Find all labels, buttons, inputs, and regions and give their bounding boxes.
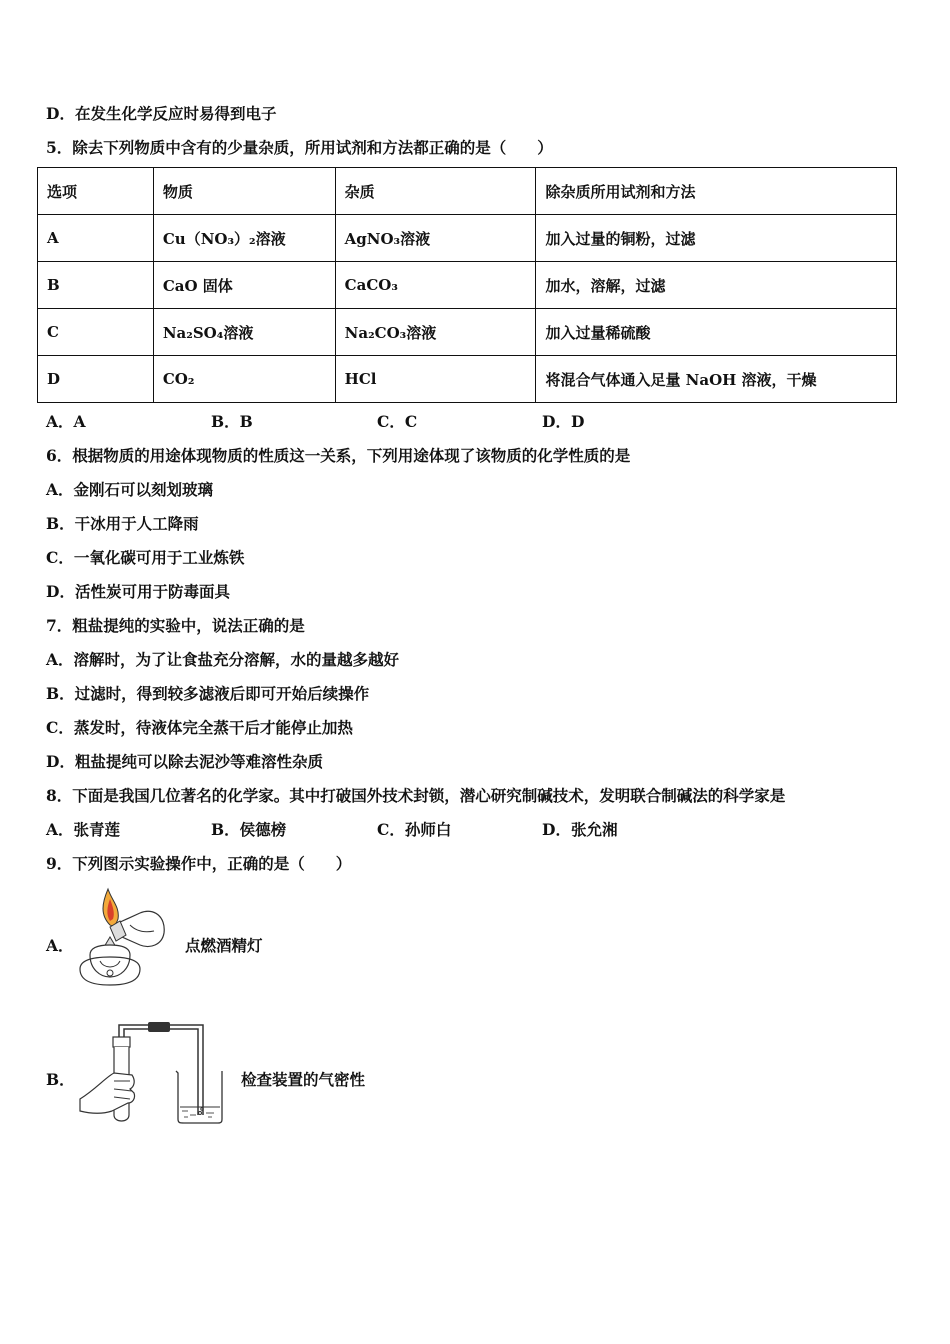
row-impurity: HCl <box>335 356 536 403</box>
row-impurity: CaCO₃ <box>335 262 536 309</box>
row-option: A <box>38 215 154 262</box>
row-option: D <box>38 356 154 403</box>
row-substance: Na₂SO₄溶液 <box>153 309 335 356</box>
q4-option-d: D．在发生化学反应时易得到电子 <box>46 104 277 123</box>
alcohol-lamp-lighting-illustration <box>70 885 175 990</box>
table-row <box>38 215 897 262</box>
header-impurity: 杂质 <box>335 168 536 215</box>
q5-answer-a: A．A <box>46 412 86 431</box>
q9-option-a-text: 点燃酒精灯 <box>185 936 263 955</box>
q6-question: 6．根据物质的用途体现物质的性质这一关系，下列用途体现了该物质的化学性质的是 <box>46 446 631 465</box>
row-option: B <box>38 262 154 309</box>
q6-option-a: A．金刚石可以刻划玻璃 <box>46 480 214 499</box>
q9-option-b-text: 检查装置的气密性 <box>241 1070 366 1089</box>
row-method: 将混合气体通入足量 NaOH 溶液，干燥 <box>536 356 897 403</box>
header-method: 除杂质所用试剂和方法 <box>536 168 897 215</box>
q7-question: 7．粗盐提纯的实验中，说法正确的是 <box>46 616 305 635</box>
row-substance: CaO 固体 <box>153 262 335 309</box>
row-method: 加水，溶解，过滤 <box>536 262 897 309</box>
q5-answer-c: C．C <box>377 412 418 431</box>
airtightness-check-illustration <box>78 1015 228 1127</box>
q8-option-d: D．张允湘 <box>542 820 618 839</box>
row-substance: CO₂ <box>153 356 335 403</box>
q8-option-b: B．侯德榜 <box>211 820 287 839</box>
table-row <box>38 356 897 403</box>
q9-option-b-letter: B． <box>46 1070 75 1089</box>
q9-question: 9．下列图示实验操作中，正确的是（ ） <box>46 854 352 873</box>
q6-option-c: C．一氧化碳可用于工业炼铁 <box>46 548 245 567</box>
q7-option-a: A．溶解时，为了让食盐充分溶解，水的量越多越好 <box>46 650 400 669</box>
q8-option-c: C．孙师白 <box>377 820 452 839</box>
table-header-row <box>38 168 897 215</box>
q8-question: 8．下面是我国几位著名的化学家。其中打破国外技术封锁，潜心研究制碱技术，发明联合制碱法的科学家是 <box>46 786 786 805</box>
table-row <box>38 309 897 356</box>
q6-option-d: D．活性炭可用于防毒面具 <box>46 582 230 601</box>
header-substance: 物质 <box>153 168 335 215</box>
q7-option-c: C．蒸发时，待液体完全蒸干后才能停止加热 <box>46 718 353 737</box>
header-option: 选项 <box>38 168 154 215</box>
q5-table <box>37 167 897 403</box>
row-method: 加入过量稀硫酸 <box>536 309 897 356</box>
q5-answer-d: D．D <box>542 412 585 431</box>
q6-option-b: B．干冰用于人工降雨 <box>46 514 199 533</box>
row-impurity: AgNO₃溶液 <box>335 215 536 262</box>
row-method: 加入过量的铜粉，过滤 <box>536 215 897 262</box>
row-option: C <box>38 309 154 356</box>
q7-option-d: D．粗盐提纯可以除去泥沙等难溶性杂质 <box>46 752 323 771</box>
q9-option-a-letter: A． <box>46 936 74 955</box>
q5-question: 5．除去下列物质中含有的少量杂质，所用试剂和方法都正确的是（ ） <box>46 138 553 157</box>
row-substance: Cu（NO₃）₂溶液 <box>153 215 335 262</box>
q8-option-a: A．张青莲 <box>46 820 121 839</box>
row-impurity: Na₂CO₃溶液 <box>335 309 536 356</box>
table-row <box>38 262 897 309</box>
q7-option-b: B．过滤时，得到较多滤液后即可开始后续操作 <box>46 684 370 703</box>
q5-answer-b: B．B <box>211 412 253 431</box>
